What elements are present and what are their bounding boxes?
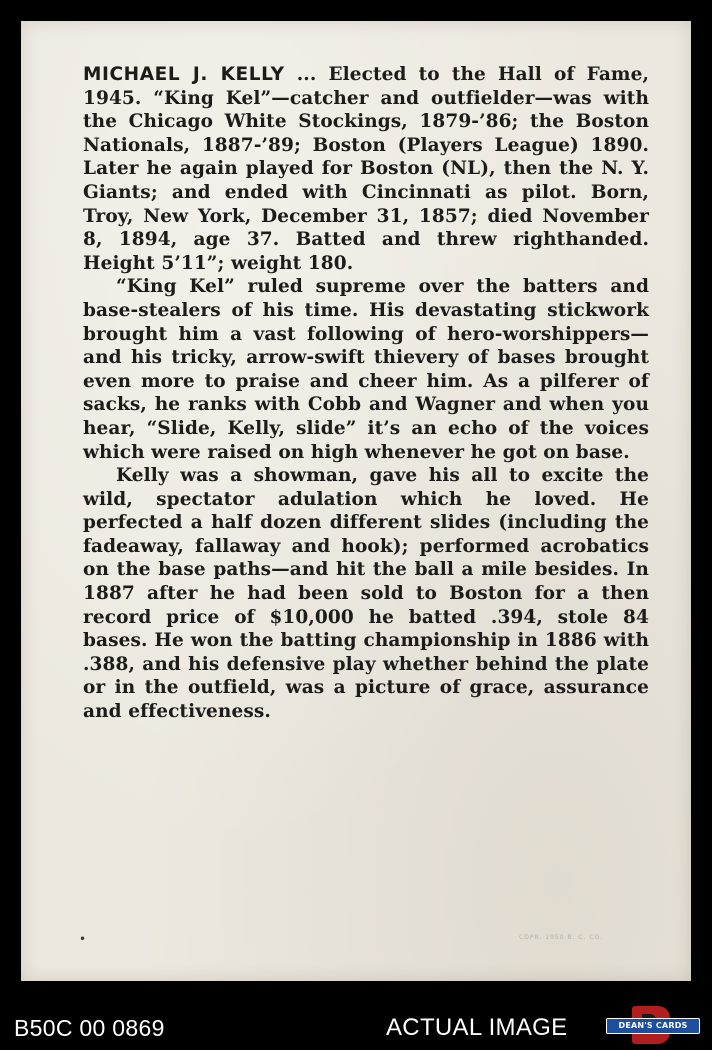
copyright-line: COPR. 1950 B. C. CO. (519, 934, 603, 941)
logo-banner: DEAN'S CARDS (606, 1018, 700, 1034)
bio-paragraph-3: Kelly was a showman, gave his all to excite the wild, spectator adulation which he loved. He perfected a half dozen different slides (including the fadeaway, fallaway and hook); performed acrobatics on the base paths—and hit the ball a mile besides. In 1887 after he had been sold to Boston for a then record price of $10,000 he batted .394, stole 84 bases. He won the batting championship in 1886 with .388, and his defensive play whether behind the plate or in the outfield, was a picture of grace, assurance and effectiveness. (83, 465, 649, 723)
bio-intro: ... Elected to the Hall of Fame, 1945. “King Kel”—catcher and outfielder—was with the Chicago White Stockings, 1879-’86; the Boston Nationals, 1887-’89; Boston (Players League) 1890. Later he again played for Boston (NL), then the N. Y. Giants; and ended with Cincinnati as pilot. Born, Troy, New York, December 31, 1857; died November 8, 1894, age 37. Batted and threw righthanded. Height 5’11”; weight 180. (83, 64, 649, 274)
listing-bottom-bar (0, 1002, 712, 1050)
card-bio-text (83, 63, 649, 724)
card-id-label: B50C 00 0869 (14, 1015, 165, 1041)
actual-image-label: ACTUAL IMAGE (386, 1014, 568, 1041)
card-back (21, 21, 691, 981)
player-name: MICHAEL J. KELLY (83, 64, 285, 85)
bio-paragraph-2: “King Kel” ruled supreme over the batters and base-stealers of his time. His devastating stickwork brought him a vast following of hero-worshippers—and his tricky, arrow-swift thievery of bases brought even more to praise and cheer him. As a pilferer of sacks, he ranks with Cobb and Wagner and when you hear, “Slide, Kelly, slide” it’s an echo of the voices which were raised on high whenever he got on base. (83, 276, 649, 463)
print-mark: • (79, 932, 87, 946)
deans-cards-logo (606, 1006, 700, 1044)
bio-paragraph-1 (83, 63, 649, 275)
